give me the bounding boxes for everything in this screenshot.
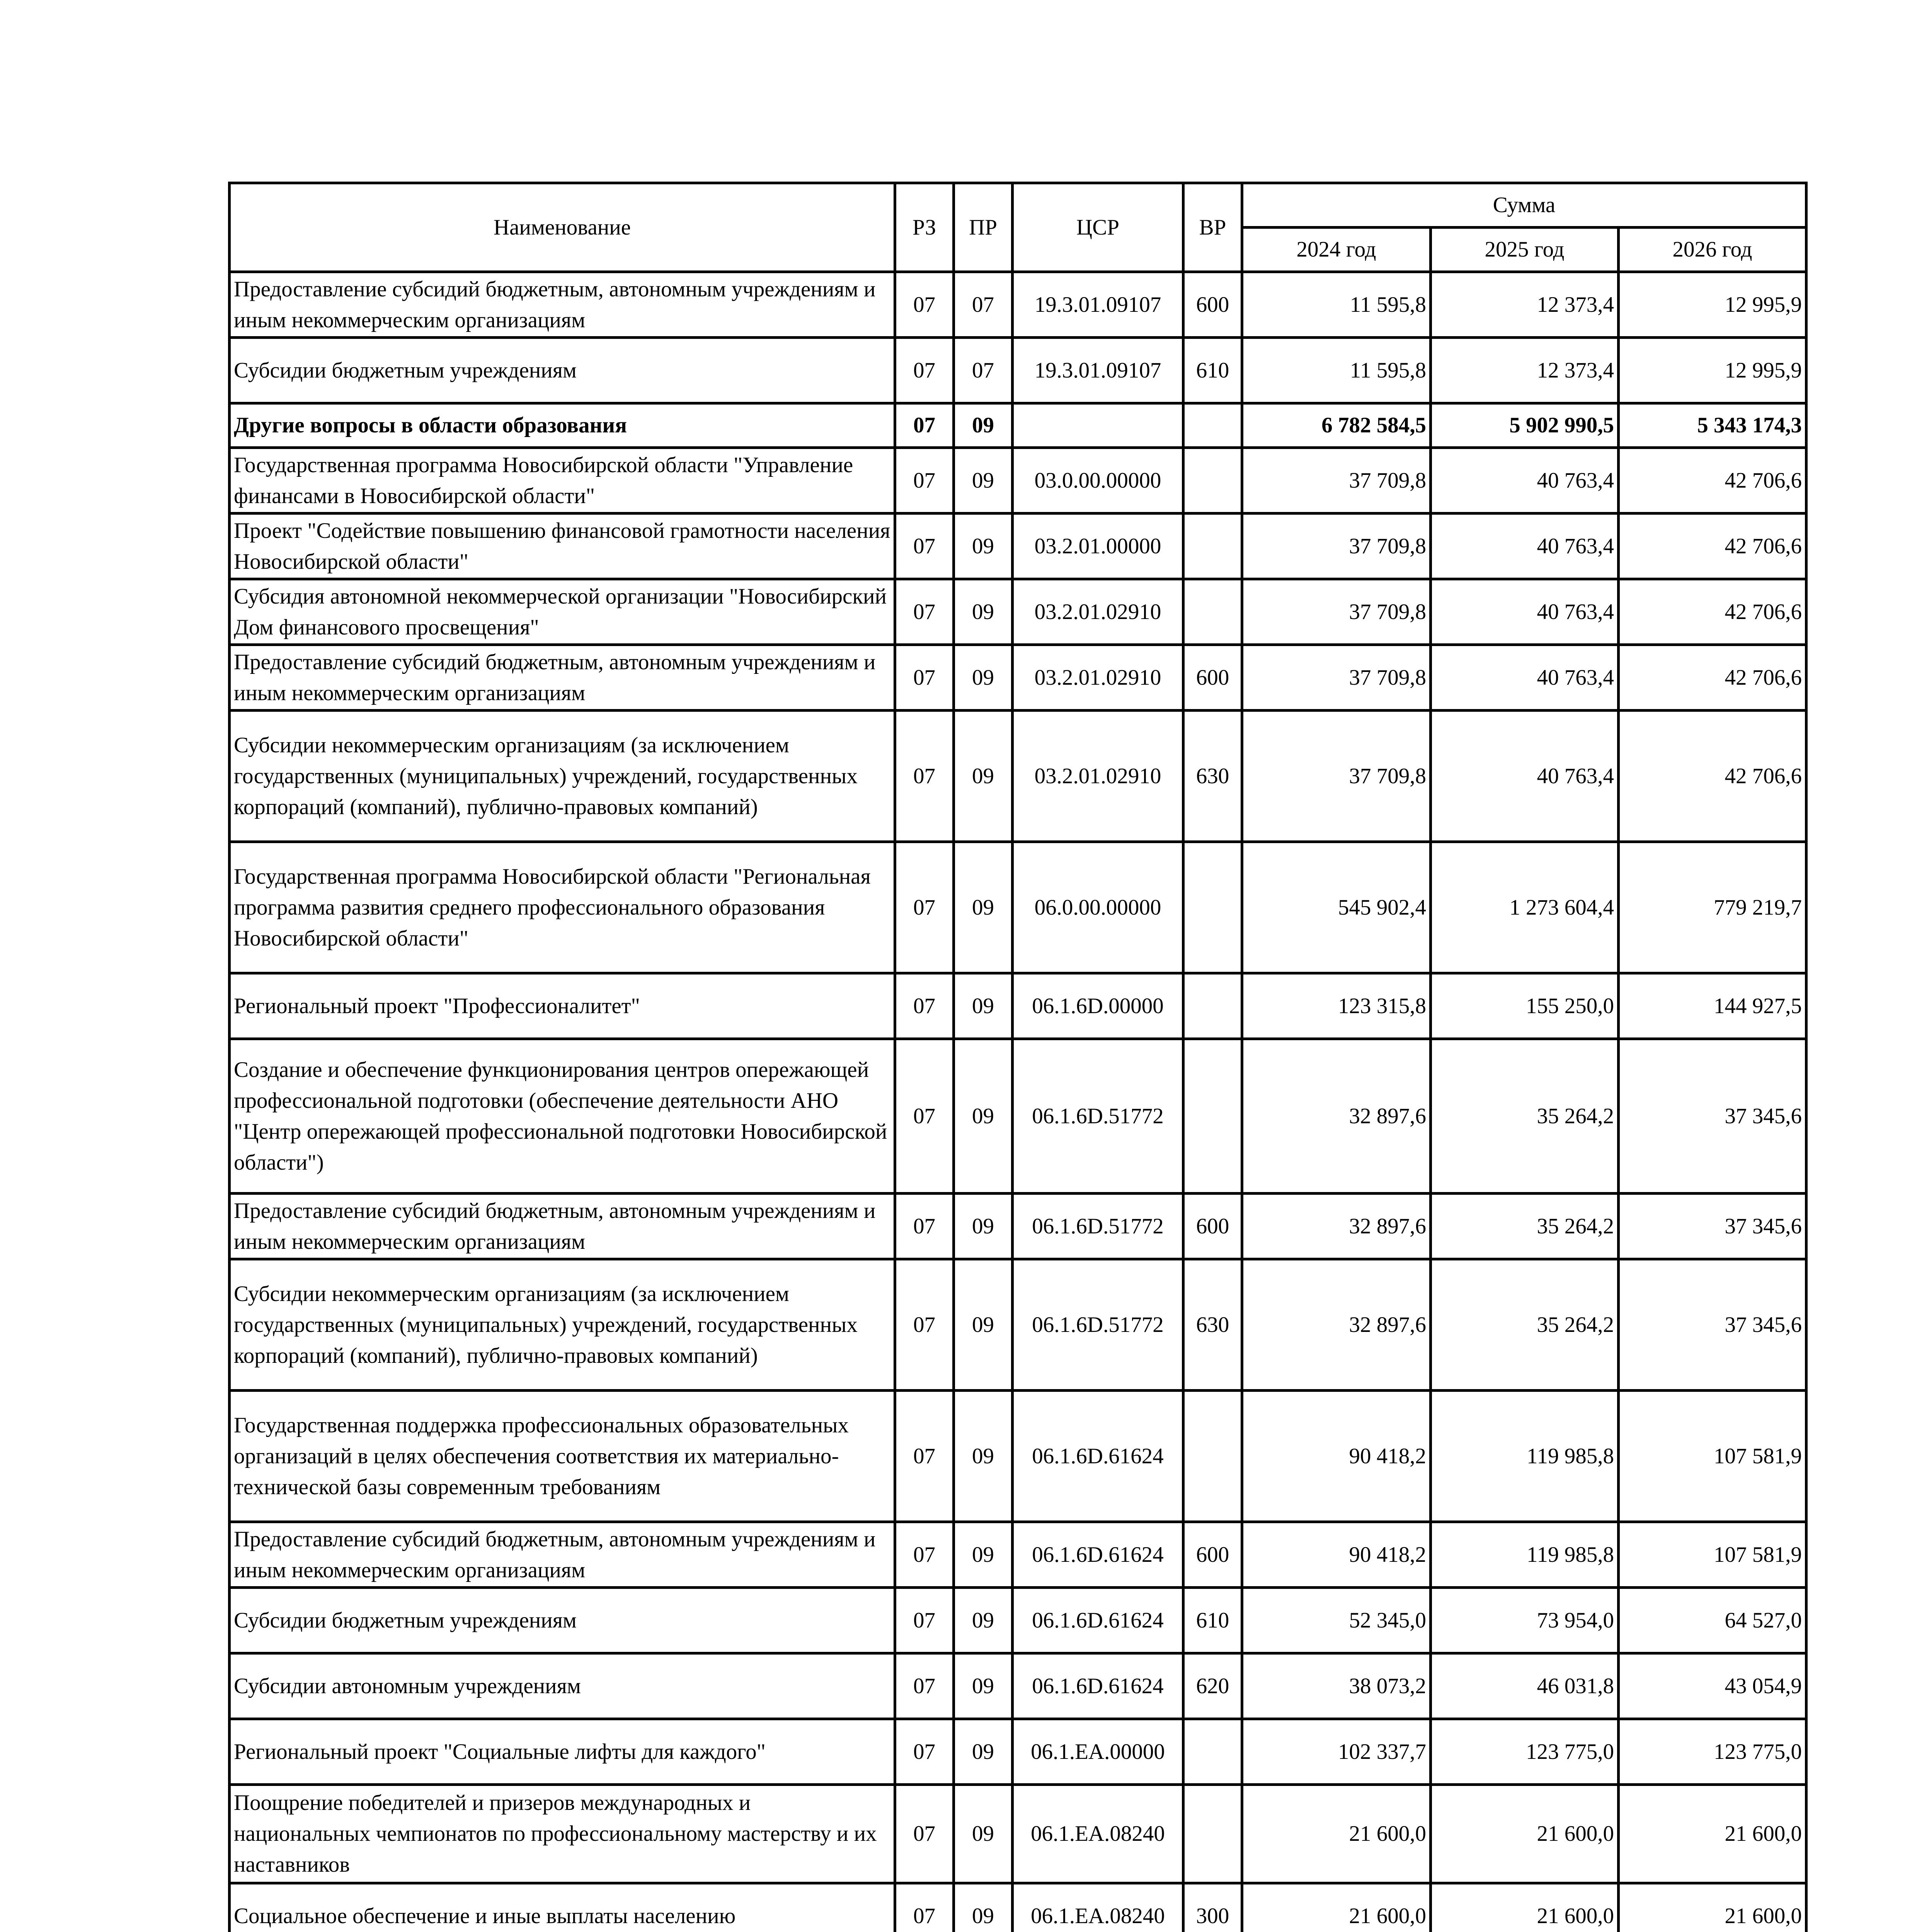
- cell-2025: 12 373,4: [1431, 272, 1619, 338]
- cell-vr: [1183, 579, 1242, 645]
- cell-2024: 11 595,8: [1242, 338, 1431, 403]
- cell-csr: 06.1.6D.61624: [1013, 1588, 1183, 1653]
- cell-name: Субсидии некоммерческим организациям (за исключением государственных (муниципальных) учреждений, государственных корпораций (компаний), публично-правовых компаний): [230, 711, 895, 842]
- cell-2026: 5 343 174,3: [1619, 403, 1806, 448]
- cell-csr: 06.1.6D.61624: [1013, 1653, 1183, 1719]
- cell-name: Предоставление субсидий бюджетным, автономным учреждениям и иным некоммерческим организациям: [230, 645, 895, 711]
- cell-vr: [1183, 1391, 1242, 1522]
- cell-pr: 09: [954, 645, 1013, 711]
- cell-2025: 35 264,2: [1431, 1039, 1619, 1194]
- cell-vr: [1183, 842, 1242, 973]
- cell-rz: 07: [895, 1653, 954, 1719]
- cell-name: Государственная программа Новосибирской области "Региональная программа развития среднего профессионального образования Новосибирской области": [230, 842, 895, 973]
- cell-name: Государственная программа Новосибирской области "Управление финансами в Новосибирской области": [230, 448, 895, 514]
- table-row: [230, 272, 1806, 338]
- cell-csr: 06.1.6D.61624: [1013, 1391, 1183, 1522]
- cell-vr: [1183, 448, 1242, 514]
- cell-pr: 09: [954, 1194, 1013, 1259]
- table-row: [230, 1194, 1806, 1259]
- cell-csr: 03.0.00.00000: [1013, 448, 1183, 514]
- cell-name: Субсидия автономной некоммерческой организации "Новосибирский Дом финансового просвещения": [230, 579, 895, 645]
- cell-2026: 37 345,6: [1619, 1194, 1806, 1259]
- cell-vr: 600: [1183, 1194, 1242, 1259]
- cell-2024: 32 897,6: [1242, 1039, 1431, 1194]
- table-row: [230, 579, 1806, 645]
- cell-2026: 12 995,9: [1619, 272, 1806, 338]
- cell-2025: 40 763,4: [1431, 514, 1619, 579]
- cell-2024: 37 709,8: [1242, 448, 1431, 514]
- header-vr: ВР: [1183, 183, 1242, 272]
- cell-name: Субсидии бюджетным учреждениям: [230, 338, 895, 403]
- cell-2025: 1 273 604,4: [1431, 842, 1619, 973]
- cell-2026: 43 054,9: [1619, 1653, 1806, 1719]
- cell-rz: 07: [895, 1785, 954, 1883]
- cell-rz: 07: [895, 711, 954, 842]
- cell-2024: 545 902,4: [1242, 842, 1431, 973]
- cell-csr: 06.1.6D.51772: [1013, 1194, 1183, 1259]
- cell-csr: 19.3.01.09107: [1013, 272, 1183, 338]
- cell-csr: 06.0.00.00000: [1013, 842, 1183, 973]
- cell-2025: 119 985,8: [1431, 1522, 1619, 1588]
- cell-2026: 42 706,6: [1619, 711, 1806, 842]
- cell-pr: 09: [954, 711, 1013, 842]
- cell-rz: 07: [895, 1522, 954, 1588]
- cell-pr: 09: [954, 1653, 1013, 1719]
- cell-2025: 35 264,2: [1431, 1259, 1619, 1391]
- table-row: [230, 1039, 1806, 1194]
- cell-2025: 21 600,0: [1431, 1883, 1619, 1932]
- table-row: [230, 1588, 1806, 1653]
- cell-2025: 40 763,4: [1431, 448, 1619, 514]
- cell-vr: 630: [1183, 711, 1242, 842]
- cell-2024: 90 418,2: [1242, 1391, 1431, 1522]
- cell-csr: 19.3.01.09107: [1013, 338, 1183, 403]
- cell-2024: 11 595,8: [1242, 272, 1431, 338]
- table-row: [230, 448, 1806, 514]
- cell-rz: 07: [895, 1719, 954, 1785]
- cell-2025: 40 763,4: [1431, 711, 1619, 842]
- cell-vr: 610: [1183, 1588, 1242, 1653]
- cell-csr: 03.2.01.02910: [1013, 645, 1183, 711]
- cell-csr: 06.1.6D.51772: [1013, 1259, 1183, 1391]
- cell-2025: 35 264,2: [1431, 1194, 1619, 1259]
- cell-2024: 102 337,7: [1242, 1719, 1431, 1785]
- cell-pr: 09: [954, 1259, 1013, 1391]
- cell-rz: 07: [895, 1588, 954, 1653]
- cell-2026: 144 927,5: [1619, 973, 1806, 1039]
- cell-name: Субсидии автономным учреждениям: [230, 1653, 895, 1719]
- cell-2026: 42 706,6: [1619, 645, 1806, 711]
- cell-2026: 779 219,7: [1619, 842, 1806, 973]
- table-row: [230, 403, 1806, 448]
- cell-vr: [1183, 403, 1242, 448]
- cell-2026: 12 995,9: [1619, 338, 1806, 403]
- cell-csr: 06.1.ЕА.08240: [1013, 1883, 1183, 1932]
- cell-rz: 07: [895, 842, 954, 973]
- budget-table: [228, 182, 1808, 1932]
- cell-rz: 07: [895, 448, 954, 514]
- cell-2026: 123 775,0: [1619, 1719, 1806, 1785]
- table-body: [230, 272, 1806, 1932]
- header-pr: ПР: [954, 183, 1013, 272]
- cell-pr: 07: [954, 338, 1013, 403]
- table-row: [230, 645, 1806, 711]
- cell-vr: [1183, 1785, 1242, 1883]
- cell-pr: 09: [954, 1785, 1013, 1883]
- cell-pr: 09: [954, 514, 1013, 579]
- cell-vr: 600: [1183, 645, 1242, 711]
- cell-2026: 64 527,0: [1619, 1588, 1806, 1653]
- cell-rz: 07: [895, 645, 954, 711]
- cell-rz: 07: [895, 338, 954, 403]
- cell-csr: 03.2.01.00000: [1013, 514, 1183, 579]
- cell-2026: 21 600,0: [1619, 1785, 1806, 1883]
- cell-pr: 09: [954, 1719, 1013, 1785]
- cell-rz: 07: [895, 973, 954, 1039]
- cell-rz: 07: [895, 1883, 954, 1932]
- cell-rz: 07: [895, 403, 954, 448]
- table-row: [230, 1883, 1806, 1932]
- cell-2025: 40 763,4: [1431, 645, 1619, 711]
- cell-pr: 09: [954, 579, 1013, 645]
- cell-2024: 37 709,8: [1242, 514, 1431, 579]
- table-row: [230, 842, 1806, 973]
- cell-2026: 107 581,9: [1619, 1391, 1806, 1522]
- cell-pr: 09: [954, 403, 1013, 448]
- table-row: [230, 1653, 1806, 1719]
- cell-pr: 09: [954, 1883, 1013, 1932]
- cell-2024: 52 345,0: [1242, 1588, 1431, 1653]
- cell-csr: 06.1.6D.00000: [1013, 973, 1183, 1039]
- cell-name: Государственная поддержка профессиональных образовательных организаций в целях обеспечения соответствия их материально-технической базы современным требованиям: [230, 1391, 895, 1522]
- table-row: [230, 973, 1806, 1039]
- cell-vr: 600: [1183, 1522, 1242, 1588]
- cell-2026: 21 600,0: [1619, 1883, 1806, 1932]
- cell-name: Субсидии некоммерческим организациям (за исключением государственных (муниципальных) учреждений, государственных корпораций (компаний), публично-правовых компаний): [230, 1259, 895, 1391]
- table-row: [230, 1719, 1806, 1785]
- cell-pr: 09: [954, 1391, 1013, 1522]
- cell-name: Другие вопросы в области образования: [230, 403, 895, 448]
- cell-name: Региональный проект "Профессионалитет": [230, 973, 895, 1039]
- header-sum: Сумма: [1242, 183, 1806, 228]
- header-2026: 2026 год: [1619, 228, 1806, 272]
- cell-rz: 07: [895, 272, 954, 338]
- cell-pr: 07: [954, 272, 1013, 338]
- cell-name: Проект "Содействие повышению финансовой грамотности населения Новосибирской области": [230, 514, 895, 579]
- header-2024: 2024 год: [1242, 228, 1431, 272]
- table-row: [230, 1785, 1806, 1883]
- cell-vr: 300: [1183, 1883, 1242, 1932]
- cell-name: Создание и обеспечение функционирования центров опережающей профессиональной подготовки (обеспечение деятельности АНО "Центр опережающей профессиональной подготовки Новосибирской области"): [230, 1039, 895, 1194]
- cell-csr: 06.1.6D.61624: [1013, 1522, 1183, 1588]
- cell-2025: 12 373,4: [1431, 338, 1619, 403]
- cell-name: Социальное обеспечение и иные выплаты населению: [230, 1883, 895, 1932]
- header-row-top: [230, 183, 1806, 228]
- header-rz: РЗ: [895, 183, 954, 272]
- cell-2025: 155 250,0: [1431, 973, 1619, 1039]
- cell-pr: 09: [954, 1039, 1013, 1194]
- cell-pr: 09: [954, 973, 1013, 1039]
- cell-2024: 37 709,8: [1242, 579, 1431, 645]
- cell-2026: 107 581,9: [1619, 1522, 1806, 1588]
- cell-2024: 21 600,0: [1242, 1883, 1431, 1932]
- cell-2026: 42 706,6: [1619, 514, 1806, 579]
- cell-2024: 90 418,2: [1242, 1522, 1431, 1588]
- cell-csr: 06.1.6D.51772: [1013, 1039, 1183, 1194]
- cell-rz: 07: [895, 579, 954, 645]
- cell-rz: 07: [895, 1194, 954, 1259]
- cell-2024: 123 315,8: [1242, 973, 1431, 1039]
- cell-vr: 600: [1183, 272, 1242, 338]
- cell-2025: 73 954,0: [1431, 1588, 1619, 1653]
- cell-name: Региональный проект "Социальные лифты для каждого": [230, 1719, 895, 1785]
- cell-csr: [1013, 403, 1183, 448]
- cell-vr: 610: [1183, 338, 1242, 403]
- cell-vr: [1183, 1719, 1242, 1785]
- cell-2024: 32 897,6: [1242, 1259, 1431, 1391]
- cell-2025: 21 600,0: [1431, 1785, 1619, 1883]
- cell-2026: 37 345,6: [1619, 1259, 1806, 1391]
- cell-2026: 37 345,6: [1619, 1039, 1806, 1194]
- table-row: [230, 514, 1806, 579]
- cell-vr: [1183, 973, 1242, 1039]
- cell-vr: 620: [1183, 1653, 1242, 1719]
- cell-vr: [1183, 1039, 1242, 1194]
- header-csr: ЦСР: [1013, 183, 1183, 272]
- cell-csr: 06.1.ЕА.00000: [1013, 1719, 1183, 1785]
- cell-2025: 5 902 990,5: [1431, 403, 1619, 448]
- cell-csr: 03.2.01.02910: [1013, 711, 1183, 842]
- cell-2026: 42 706,6: [1619, 579, 1806, 645]
- cell-rz: 07: [895, 1259, 954, 1391]
- cell-vr: [1183, 514, 1242, 579]
- cell-2025: 119 985,8: [1431, 1391, 1619, 1522]
- cell-pr: 09: [954, 842, 1013, 973]
- cell-2024: 21 600,0: [1242, 1785, 1431, 1883]
- cell-2025: 46 031,8: [1431, 1653, 1619, 1719]
- cell-2025: 40 763,4: [1431, 579, 1619, 645]
- cell-2024: 37 709,8: [1242, 645, 1431, 711]
- cell-2024: 38 073,2: [1242, 1653, 1431, 1719]
- cell-2024: 37 709,8: [1242, 711, 1431, 842]
- cell-pr: 09: [954, 1522, 1013, 1588]
- table-row: [230, 711, 1806, 842]
- cell-csr: 03.2.01.02910: [1013, 579, 1183, 645]
- cell-rz: 07: [895, 1391, 954, 1522]
- cell-2026: 42 706,6: [1619, 448, 1806, 514]
- cell-pr: 09: [954, 1588, 1013, 1653]
- cell-name: Предоставление субсидий бюджетным, автономным учреждениям и иным некоммерческим организациям: [230, 272, 895, 338]
- table-row: [230, 1522, 1806, 1588]
- header-2025: 2025 год: [1431, 228, 1619, 272]
- cell-2024: 32 897,6: [1242, 1194, 1431, 1259]
- header-name: Наименование: [230, 183, 895, 272]
- table-row: [230, 338, 1806, 403]
- cell-name: Предоставление субсидий бюджетным, автономным учреждениям и иным некоммерческим организациям: [230, 1194, 895, 1259]
- table-row: [230, 1259, 1806, 1391]
- cell-name: Поощрение победителей и призеров международных и национальных чемпионатов по профессиональному мастерству и их наставников: [230, 1785, 895, 1883]
- cell-pr: 09: [954, 448, 1013, 514]
- cell-csr: 06.1.ЕА.08240: [1013, 1785, 1183, 1883]
- table-row: [230, 1391, 1806, 1522]
- cell-name: Субсидии бюджетным учреждениям: [230, 1588, 895, 1653]
- cell-rz: 07: [895, 1039, 954, 1194]
- cell-rz: 07: [895, 514, 954, 579]
- cell-vr: 630: [1183, 1259, 1242, 1391]
- cell-2025: 123 775,0: [1431, 1719, 1619, 1785]
- cell-2024: 6 782 584,5: [1242, 403, 1431, 448]
- cell-name: Предоставление субсидий бюджетным, автономным учреждениям и иным некоммерческим организациям: [230, 1522, 895, 1588]
